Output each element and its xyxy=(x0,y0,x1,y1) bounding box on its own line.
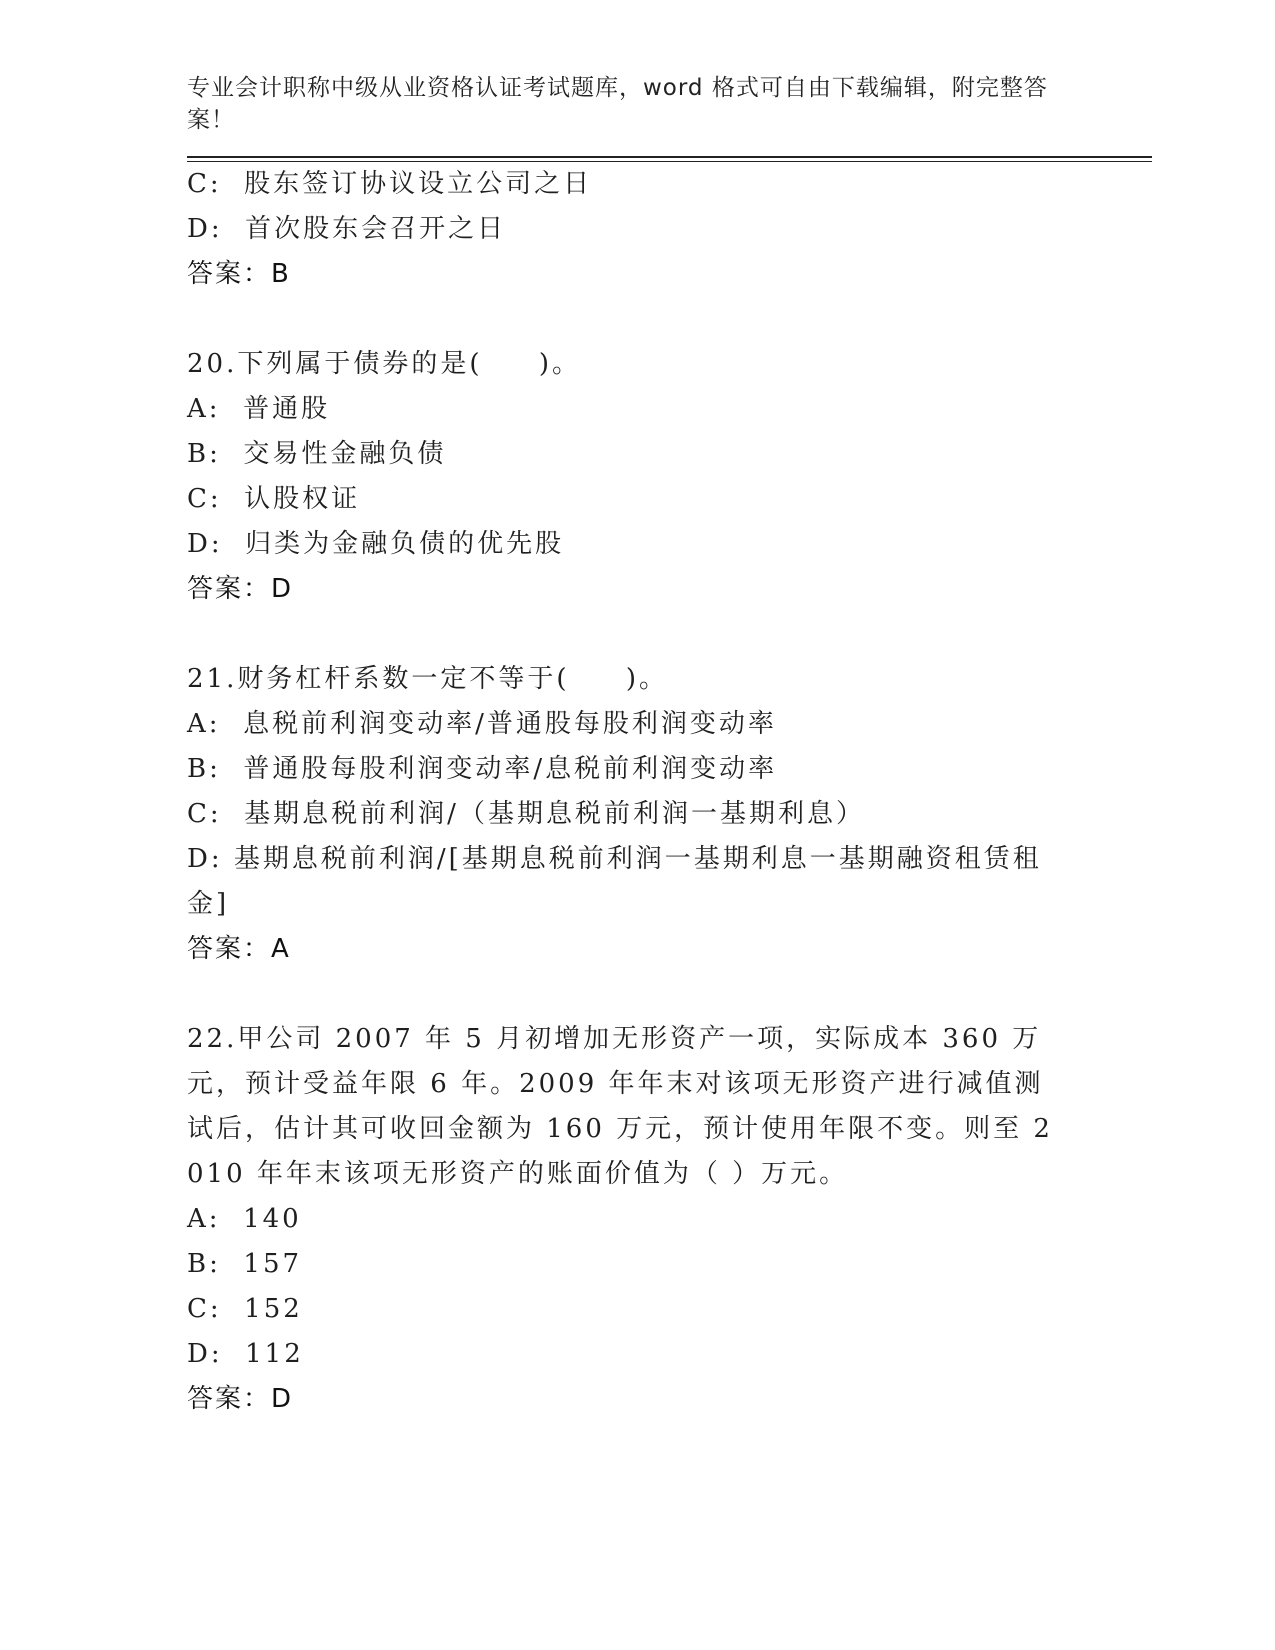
q20-option-c: C: 认股权证 xyxy=(187,484,361,514)
q20-option-d: D: 归类为金融负债的优先股 xyxy=(187,529,565,559)
spacer xyxy=(187,297,1087,342)
q19-option-c: C: 股东签订协议设立公司之日 xyxy=(187,169,593,199)
q22-answer: 答案：D xyxy=(187,1384,294,1414)
document-header: 专业会计职称中级从业资格认证考试题库，word 格式可自由下载编辑，附完整答案！ xyxy=(187,75,1048,133)
q20-option-a: A: 普通股 xyxy=(187,394,331,424)
q22-option-d: D: 112 xyxy=(187,1339,304,1369)
spacer xyxy=(187,972,1087,1017)
q19-option-d: D: 首次股东会召开之日 xyxy=(187,214,507,244)
question-22 xyxy=(187,1017,1087,1422)
q22-option-b: B: 157 xyxy=(187,1249,303,1279)
q21-option-c: C: 基期息税前利润/（基期息税前利润一基期利息） xyxy=(187,799,865,829)
q20-option-b: B: 交易性金融负债 xyxy=(187,439,447,469)
question-20 xyxy=(187,342,1087,612)
spacer xyxy=(187,612,1087,657)
q20-stem: 20.下列属于债券的是( )。 xyxy=(187,349,581,379)
q21-option-b: B: 普通股每股利润变动率/息税前利润变动率 xyxy=(187,754,778,784)
document-page xyxy=(187,72,1087,1422)
q21-answer: 答案：A xyxy=(187,934,291,964)
q20-answer: 答案：D xyxy=(187,574,294,604)
q21-stem: 21.财务杠杆系数一定不等于( )。 xyxy=(187,664,668,694)
q21-option-d: D: 基期息税前利润/[基期息税前利润一基期利息一基期融资租赁租金] xyxy=(187,844,1042,919)
question-21 xyxy=(187,657,1087,972)
question-19-tail xyxy=(187,162,1087,297)
q22-option-c: C: 152 xyxy=(187,1294,303,1324)
q19-answer: 答案：B xyxy=(187,259,291,289)
q22-stem: 22.甲公司 2007 年 5 月初增加无形资产一项，实际成本 360 万元，预计受益年限 6 年。2009 年年末对该项无形资产进行减值测试后，估计其可收回金额为 160 万元，预计使用年限不变。则至 2010 年年末该项无形资产的账面价值为（ ）万元。 xyxy=(187,1024,1053,1189)
q21-option-a: A: 息税前利润变动率/普通股每股利润变动率 xyxy=(187,709,777,739)
q22-option-a: A: 140 xyxy=(187,1204,302,1234)
